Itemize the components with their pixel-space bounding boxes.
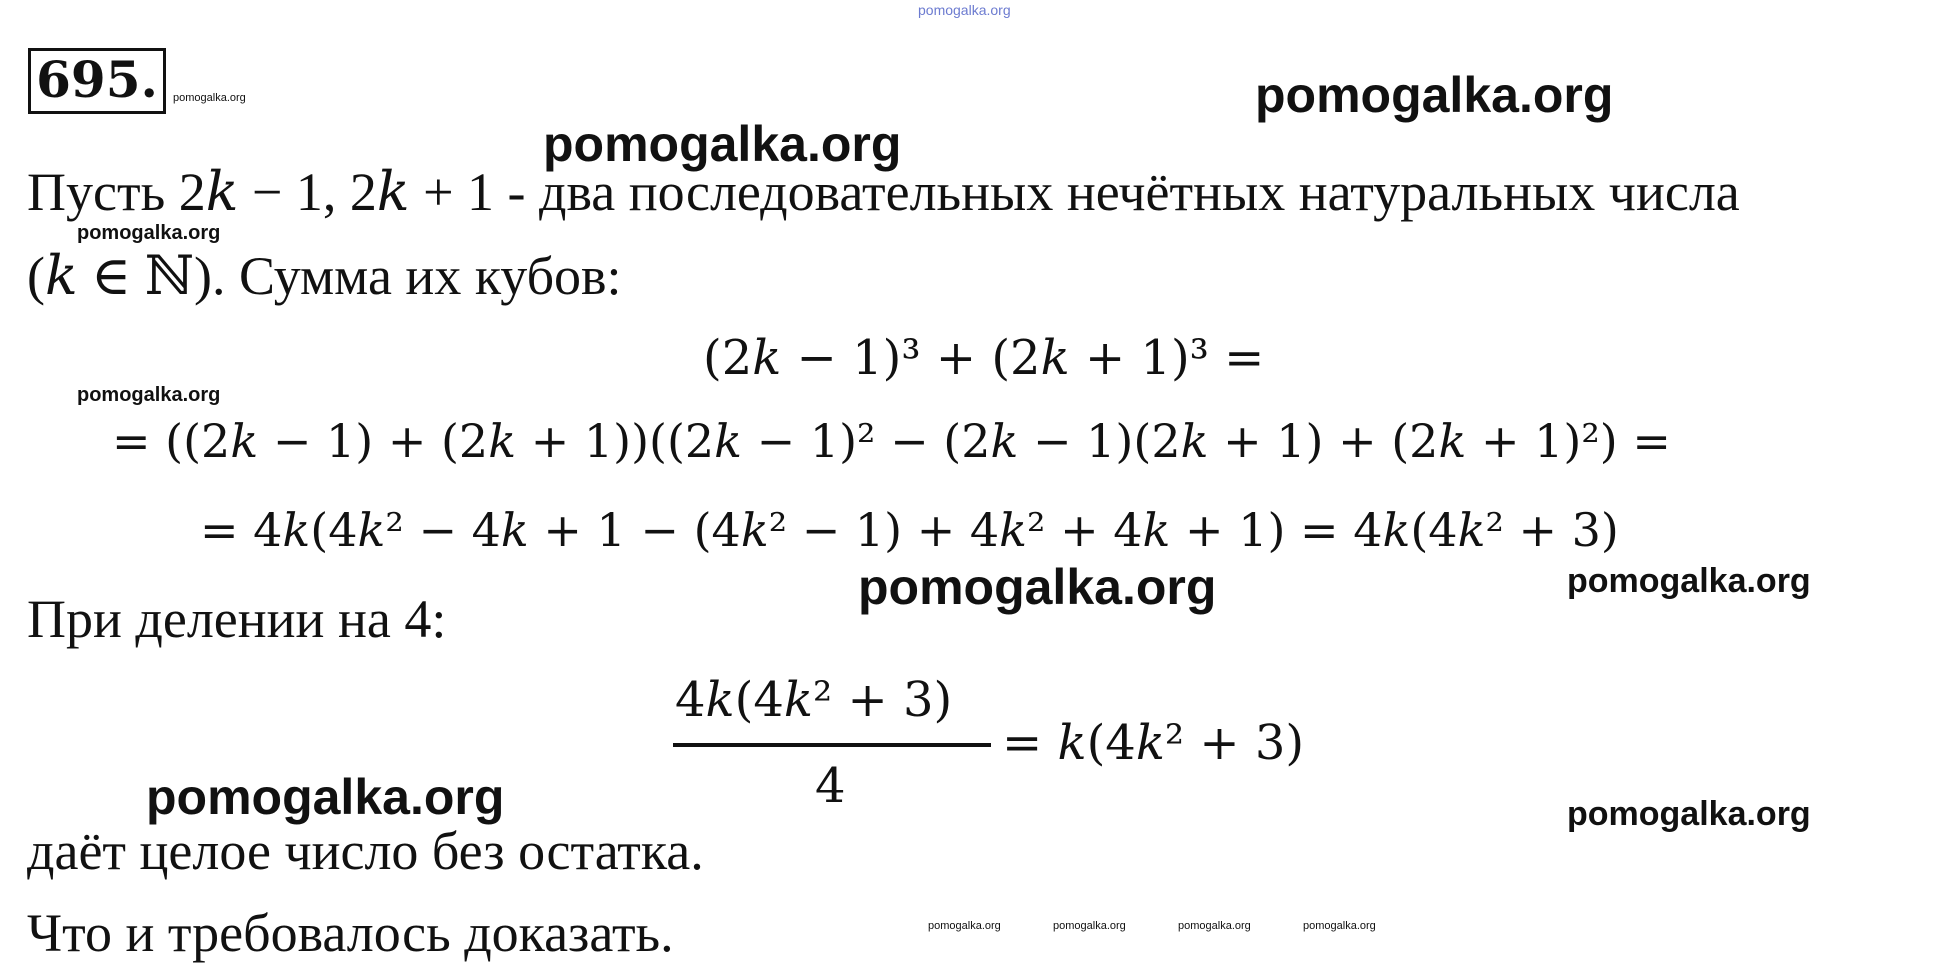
watermark-tiny-bottom: pomogalka.org — [928, 920, 1001, 932]
solution-line-4: даёт целое число без остатка. — [27, 821, 704, 881]
solution-line-5: Что и требовалось доказать. — [27, 903, 674, 963]
problem-number: 695. — [28, 48, 166, 114]
solution-line-1: Пусть 2𝑘 − 1, 2𝑘 + 1 - два последовательных нечётных натуральных числа — [27, 162, 1740, 222]
watermark-small-left: pomogalka.org — [77, 384, 221, 406]
watermark-top-center: pomogalka.org — [543, 116, 902, 172]
watermark-right-2: pomogalka.org — [1567, 795, 1811, 833]
top-watermark-link[interactable]: pomogalka.org — [918, 2, 1011, 18]
watermark-right-1: pomogalka.org — [1567, 562, 1811, 600]
fraction-bar — [673, 743, 991, 747]
watermark-small-line1: pomogalka.org — [77, 222, 221, 244]
watermark-left-bottom: pomogalka.org — [146, 769, 505, 825]
watermark-tiny-bottom: pomogalka.org — [1053, 920, 1126, 932]
solution-line-2: (𝑘 ∈ ℕ). Сумма их кубов: — [27, 246, 622, 306]
fraction-result: = 𝑘(4𝑘² + 3) — [1002, 715, 1305, 771]
equation-3: = 4𝑘(4𝑘² − 4𝑘 + 1 − (4𝑘² − 1) + 4𝑘² + 4𝑘 + 1) = 4𝑘(4𝑘² + 3) — [200, 503, 1619, 557]
watermark-tiny: pomogalka.org — [173, 92, 246, 104]
fraction-denominator: 4 — [815, 758, 846, 814]
watermark-top-right: pomogalka.org — [1255, 67, 1614, 123]
watermark-tiny-bottom: pomogalka.org — [1178, 920, 1251, 932]
equation-2: = ((2𝑘 − 1) + (2𝑘 + 1))((2𝑘 − 1)² − (2𝑘 − 1)(2𝑘 + 1) + (2𝑘 + 1)²) = — [112, 414, 1671, 468]
solution-line-3: При делении на 4: — [27, 589, 447, 649]
equation-1: (2𝑘 − 1)³ + (2𝑘 + 1)³ = — [703, 330, 1265, 386]
fraction-numerator: 4𝑘(4𝑘² + 3) — [675, 672, 953, 728]
watermark-tiny-bottom: pomogalka.org — [1303, 920, 1376, 932]
watermark-center: pomogalka.org — [858, 559, 1217, 615]
